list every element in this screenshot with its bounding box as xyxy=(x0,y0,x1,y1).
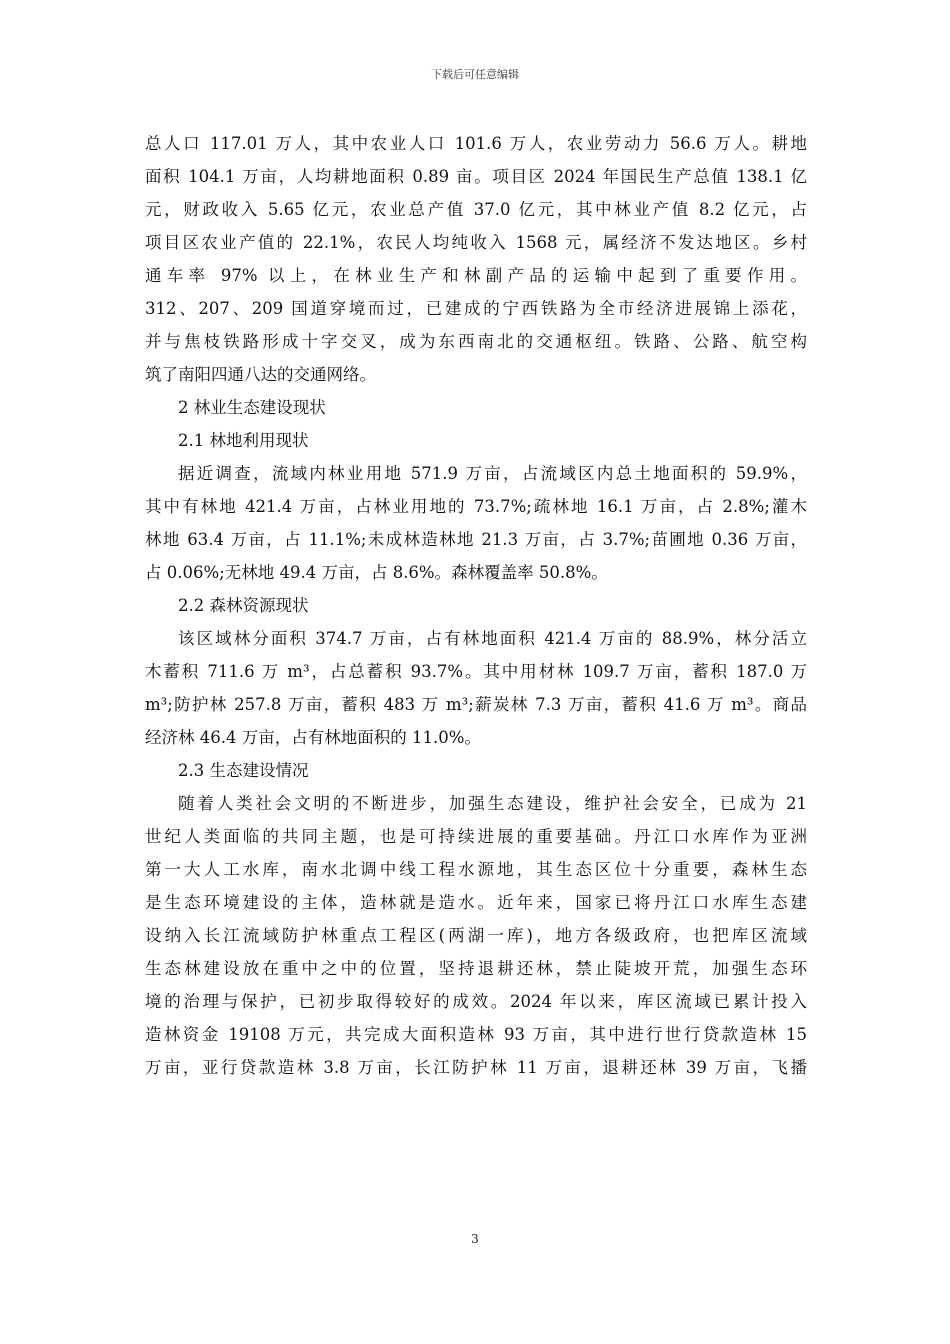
paragraph-land-use xyxy=(145,457,807,589)
text-line: 造林资金 19108 万元，共完成大面积造林 93 万亩，其中进行世行贷款造林 15 xyxy=(145,1025,807,1044)
paragraph-population xyxy=(145,127,807,391)
text-line: 生态林建设放在重中之中的位置，坚持退耕还林，禁止陡坡开荒，加强生态环 xyxy=(145,959,807,978)
text-line: 该区域林分面积 374.7 万亩，占有林地面积 421.4 万亩的 88.9%，林分活立 xyxy=(178,629,807,648)
section-heading-2-3: 2.3 生态建设情况 xyxy=(178,761,309,780)
document-body xyxy=(145,127,807,1084)
text-line: 经济林 46.4 万亩，占有林地面积的 11.0%。 xyxy=(145,728,481,747)
text-line: 其中有林地 421.4 万亩，占林业用地的 73.7%;疏林地 16.1 万亩，占 2.8%;灌木 xyxy=(145,497,807,516)
section-heading-2-1: 2.1 林地利用现状 xyxy=(178,431,309,450)
text-line: m³;防护林 257.8 万亩，蓄积 483 万 m³;薪炭林 7.3 万亩，蓄积 41.6 万 m³。商品 xyxy=(145,695,807,714)
text-line: 面积 104.1 万亩，人均耕地面积 0.89 亩。项目区 2024 年国民生产总值 138.1 亿 xyxy=(145,167,807,186)
paragraph-forest-resources xyxy=(145,622,807,754)
text-line: 占 0.06%;无林地 49.4 万亩，占 8.6%。森林覆盖率 50.8%。 xyxy=(145,563,608,582)
text-line: 是生态环境建设的主体，造林就是造水。近年来，国家已将丹江口水库生态建 xyxy=(145,893,807,912)
text-line: 世纪人类面临的共同主题，也是可持续进展的重要基础。丹江口水库作为亚洲 xyxy=(145,827,807,846)
text-line: 筑了南阳四通八达的交通网络。 xyxy=(145,365,376,384)
section-heading-2-2: 2.2 森林资源现状 xyxy=(178,596,309,615)
text-line: 据近调查，流域内林业用地 571.9 万亩，占流域区内总土地面积的 59.9%， xyxy=(178,464,807,483)
text-line: 总人口 117.01 万人，其中农业人口 101.6 万人，农业劳动力 56.6 万人。耕地 xyxy=(145,134,807,153)
text-line: 随着人类社会文明的不断进步，加强生态建设，维护社会安全，已成为 21 xyxy=(178,794,807,813)
text-line: 林地 63.4 万亩，占 11.1%;未成林造林地 21.3 万亩，占 3.7%;苗圃地 0.36 万亩， xyxy=(145,530,807,549)
text-line: 312、207、209 国道穿境而过，已建成的宁西铁路为全市经济进展锦上添花， xyxy=(145,299,807,318)
text-line: 通车率 97% 以上，在林业生产和林副产品的运输中起到了重要作用。 xyxy=(145,266,807,285)
text-line: 万亩，亚行贷款造林 3.8 万亩，长江防护林 11 万亩，退耕还林 39 万亩，飞播 xyxy=(145,1058,807,1077)
page-number: 3 xyxy=(471,1232,479,1246)
page-header: 下载后可任意编辑 xyxy=(431,68,519,81)
text-line: 设纳入长江流域防护林重点工程区(两湖一库)，地方各级政府，也把库区流域 xyxy=(145,926,807,945)
text-line: 项目区农业产值的 22.1%，农民人均纯收入 1568 元，属经济不发达地区。乡村 xyxy=(145,233,807,252)
text-line: 并与焦枝铁路形成十字交叉，成为东西南北的交通枢纽。铁路、公路、航空构 xyxy=(145,332,807,351)
text-line: 第一大人工水库，南水北调中线工程水源地，其生态区位十分重要，森林生态 xyxy=(145,860,807,879)
text-line: 境的治理与保护，已初步取得较好的成效。2024 年以来，库区流域已累计投入 xyxy=(145,992,807,1011)
paragraph-ecological-construction xyxy=(145,787,807,1084)
text-line: 木蓄积 711.6 万 m³，占总蓄积 93.7%。其中用材林 109.7 万亩，蓄积 187.0 万 xyxy=(145,662,807,681)
text-line: 元，财政收入 5.65 亿元，农业总产值 37.0 亿元，其中林业产值 8.2 亿元，占 xyxy=(145,200,807,219)
section-heading-2: 2 林业生态建设现状 xyxy=(178,398,326,417)
